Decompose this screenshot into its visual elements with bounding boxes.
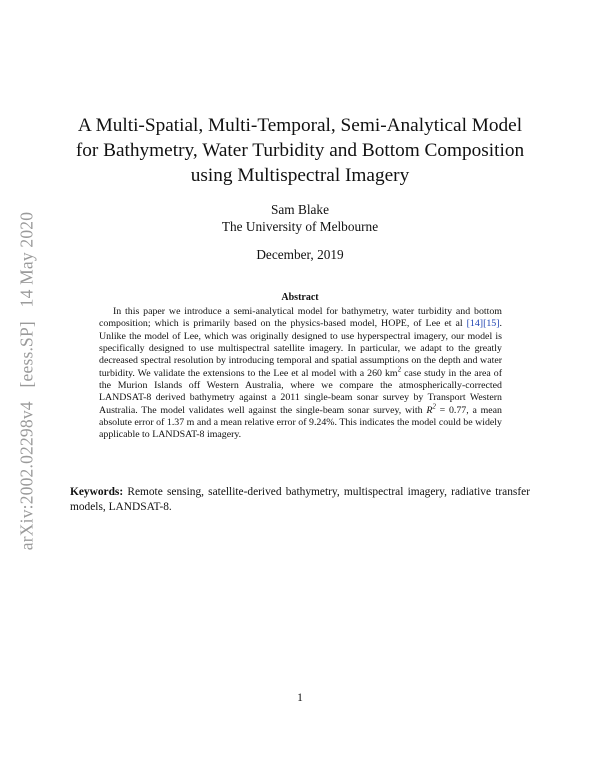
page-number: 1	[297, 692, 303, 704]
abstract-text-4: = 0.77, a mean absolute error of 1.37 m and a mean relative error of 9.24%. This indicates the model could be widely applicable to LANDSAT-8 imagery.	[99, 404, 502, 441]
math-superscript: 2	[432, 402, 436, 411]
abstract-body	[99, 306, 502, 442]
keywords-label: Keywords:	[70, 486, 124, 498]
citation-link-15[interactable]: [15]	[483, 318, 500, 330]
paper-title: A Multi-Spatial, Multi-Temporal, Semi-Analytical Model for Bathymetry, Water Turbidity and Bottom Composition using Multispectral Imagery	[75, 115, 525, 186]
arxiv-id: arXiv:2002.02298v4	[16, 401, 37, 551]
citation-link-14[interactable]: [14]	[466, 318, 484, 330]
area-superscript: 2	[397, 365, 402, 374]
arxiv-date: 14 May 2020	[16, 211, 37, 308]
abstract-heading: Abstract	[281, 292, 319, 303]
abstract-text-2: . Unlike the model of Lee, which was originally designed to use hyperspectral imagery, our model is specifically designed to use multispectral satellite imagery. In particular, we adapt to the greatly decreased spectral resolution by introducing temporal and spatial assumptions on the depth and water turbidity. We validate the extensions to the Lee et al model with a 260 km	[99, 318, 502, 379]
author-affiliation: The University of Melbourne	[221, 219, 379, 234]
abstract-text-1: In this paper we introduce a semi-analytical model for bathymetry, water turbidity and bottom composition; which is primarily based on the physics-based model, HOPE, of Lee et al	[99, 306, 502, 330]
math-symbol: R	[426, 404, 433, 416]
keywords-text: Remote sensing, satellite-derived bathymetry, multispectral imagery, radiative transfer models, LANDSAT-8.	[70, 486, 530, 513]
abstract-text-3: case study in the area of the Murion Islands off Western Australia, where we compare the atmospherically-corrected LANDSAT-8 derived bathymetry against a 2011 single-beam sonar survey by Transport Western Australia. The model validates well against the single-beam sonar survey, with	[99, 367, 502, 416]
paper-date: December, 2019	[256, 247, 344, 262]
math-r-squared	[426, 402, 436, 416]
author-name: Sam Blake	[271, 202, 329, 217]
arxiv-category: [eess.SP]	[16, 321, 37, 388]
keywords-section	[70, 485, 530, 514]
